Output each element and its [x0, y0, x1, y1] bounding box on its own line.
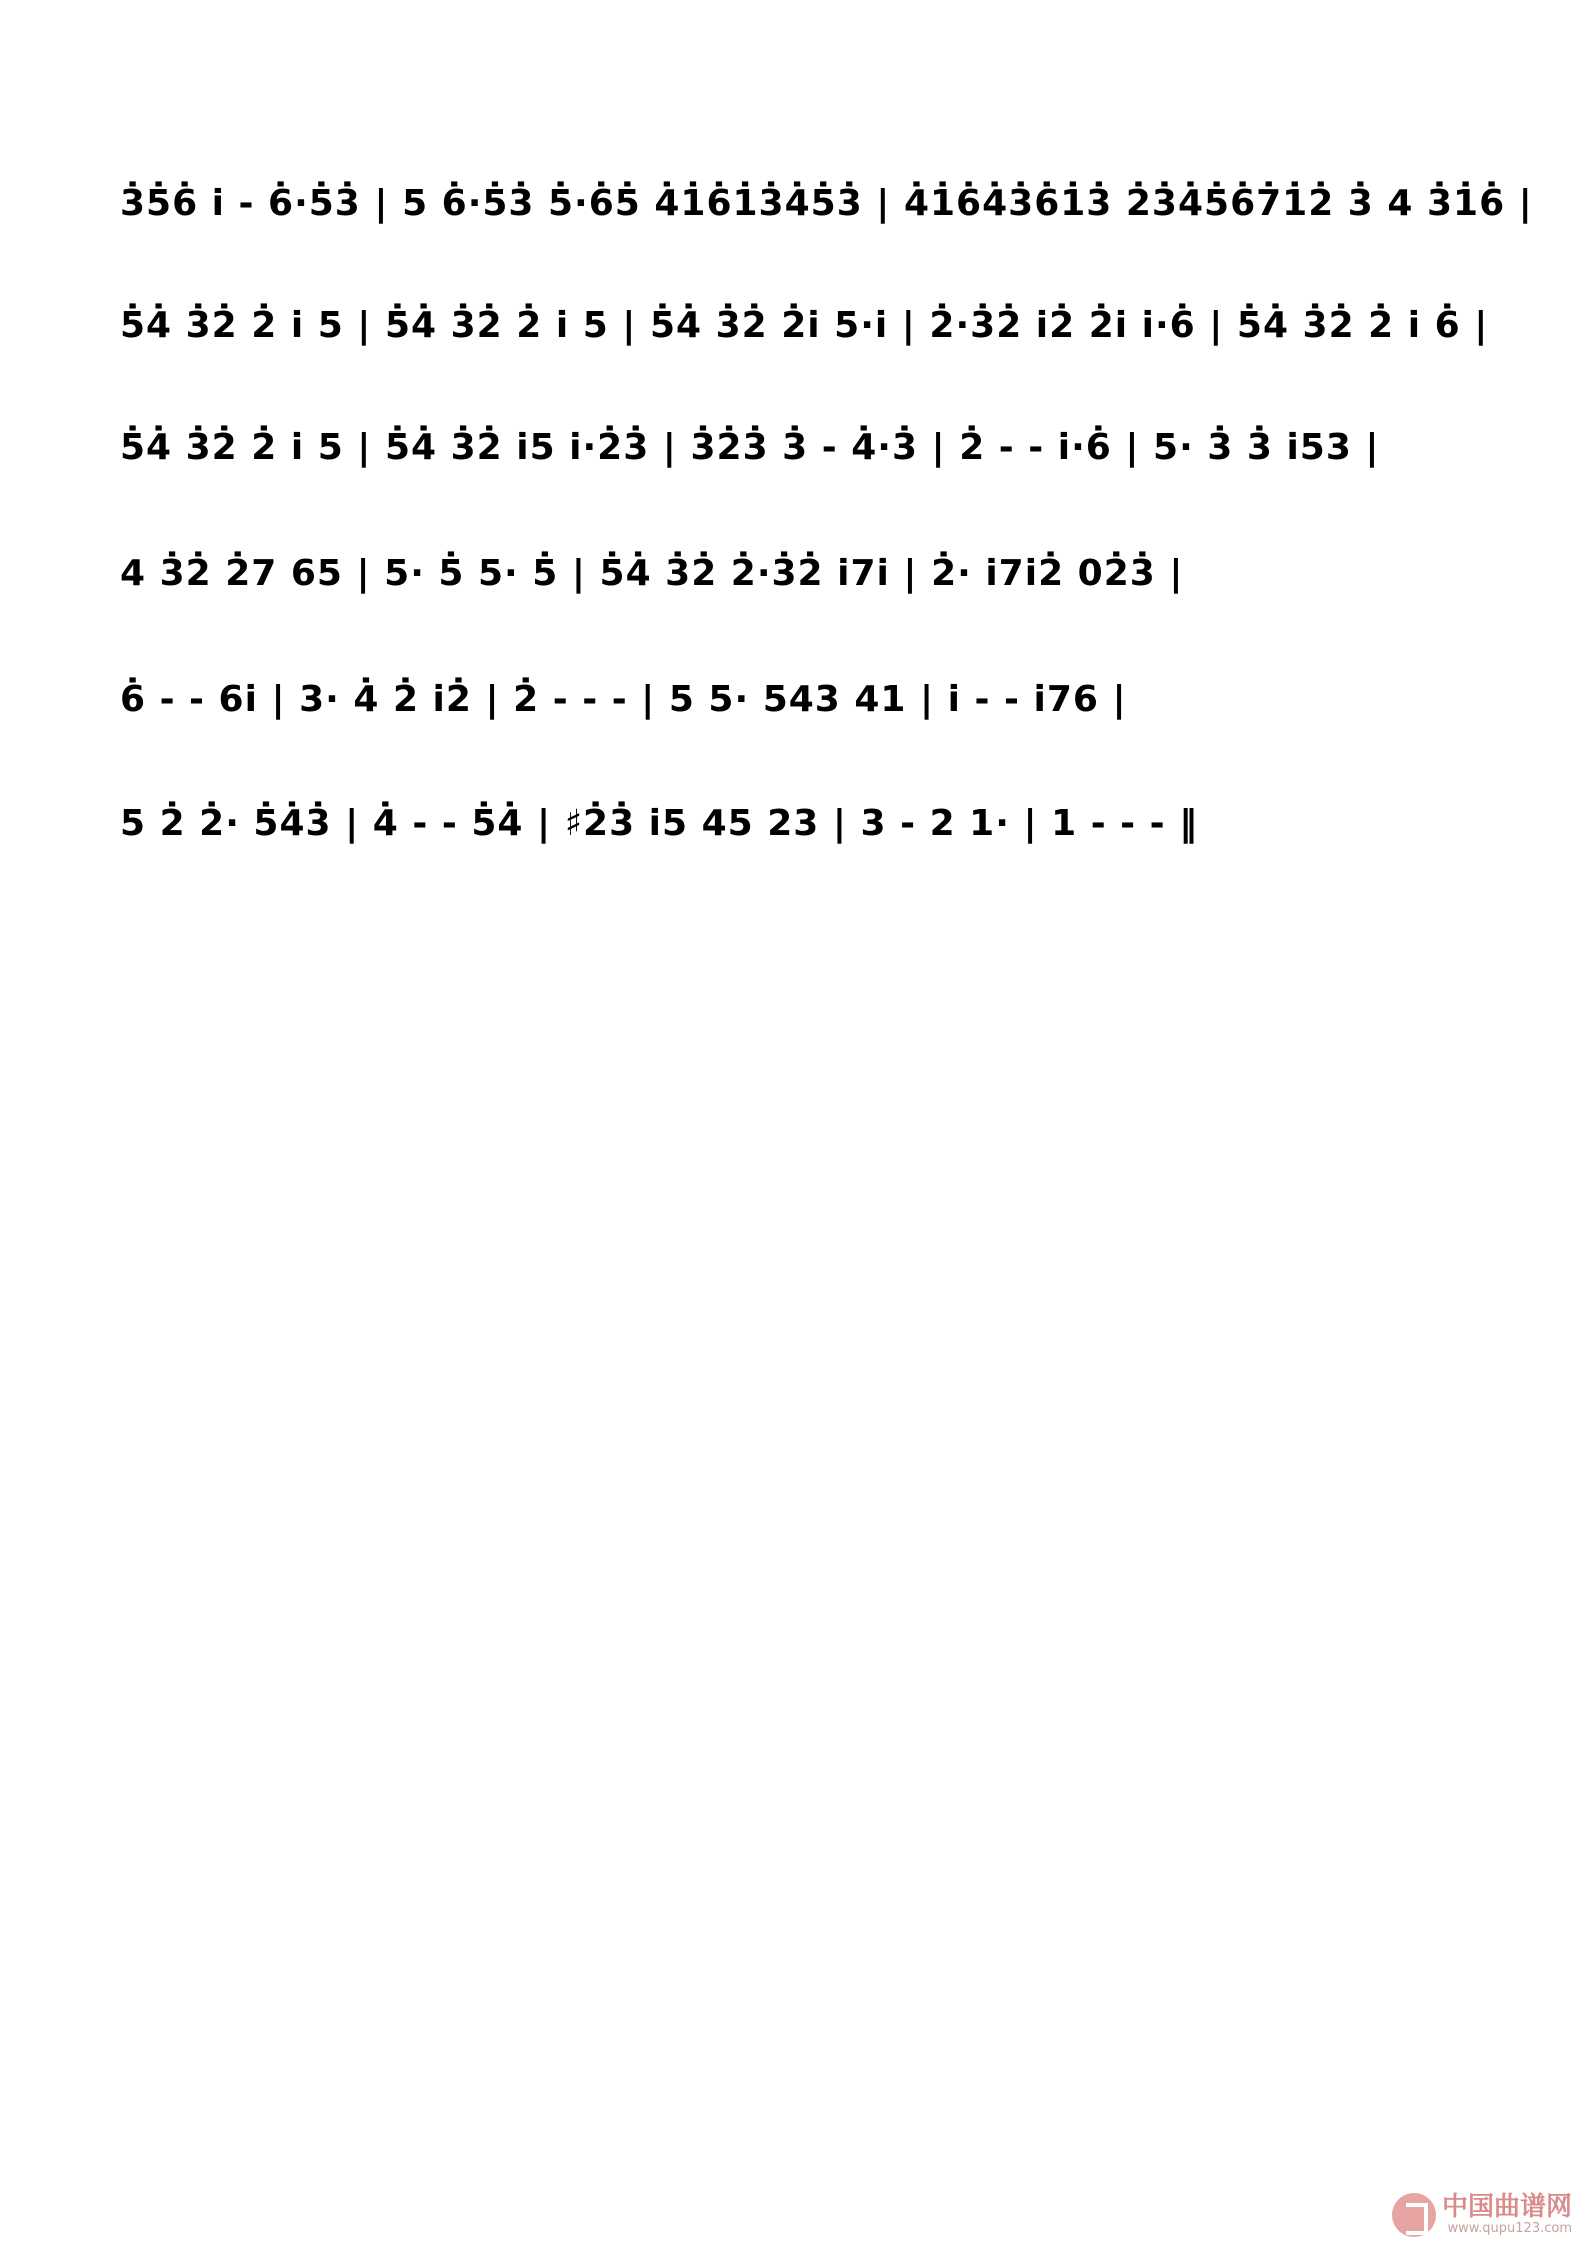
score-line-6: 5 2̇ 2̇· 5̇4̇3̇ | 4̇ - - 5̇4̇ | ♯2̇3̇ i̇5 45 23 | 3 - 2 1· | 1 - - - ‖	[120, 803, 1199, 844]
score-line-4: 4 3̇2̇ 2̇7 65 | 5· 5̇ 5· 5̇ | 5̇4̇ 3̇2̇ 2̇·3̇2̇ i̇7i̇ | 2̇· i̇7i̇2̇ 02̇3̇ |	[120, 553, 1184, 594]
watermark-text	[1442, 2193, 1572, 2237]
watermark-brand: 中国曲谱网	[1441, 2192, 1572, 2222]
score-line-2: 5̇4̇ 3̇2̇ 2̇ i̇ 5 | 5̇4̇ 3̇2̇ 2̇ i̇ 5 | 5̇4̇ 3̇2̇ 2̇i̇ 5·i̇ | 2̇·3̇2̇ i̇2̇ 2̇i̇ i̇·6̇ | 5̇4̇ 3̇2̇ 2̇ i̇ 6̇ |	[120, 305, 1489, 346]
watermark	[1392, 2187, 1572, 2237]
site-logo-icon	[1392, 2193, 1436, 2237]
score-line-3: 5̇4̇ 3̇2̇ 2̇ i̇ 5 | 5̇4̇ 3̇2̇ i̇5 i̇·2̇3̇ | 3̇2̇3̇ 3̇ - 4̇·3̇ | 2̇ - - i̇·6̇ | 5· 3̇ 3̇ i̇53 |	[120, 427, 1380, 468]
watermark-url: www.qupu123.com	[1447, 2221, 1572, 2236]
score-line-1: 3̇5̇6̇ i̇ - 6̇·5̇3̇ | 5 6̇·5̇3̇ 5̇·6̇5̇ 4̇1̇6̇1̇3̇4̇5̇3̇ | 4̇1̇6̇4̇3̇6̇1̇3̇ 2̇3̇4̇5̇6̇7̇1̇2̇ 3̇ 4 3̇1̇6̇ |	[120, 183, 1533, 224]
score-line-5: 6̇ - - 6i̇ | 3· 4̇ 2̇ i̇2̇ | 2̇ - - - | 5 5· 543 41 | i̇ - - i̇76 |	[120, 679, 1127, 720]
